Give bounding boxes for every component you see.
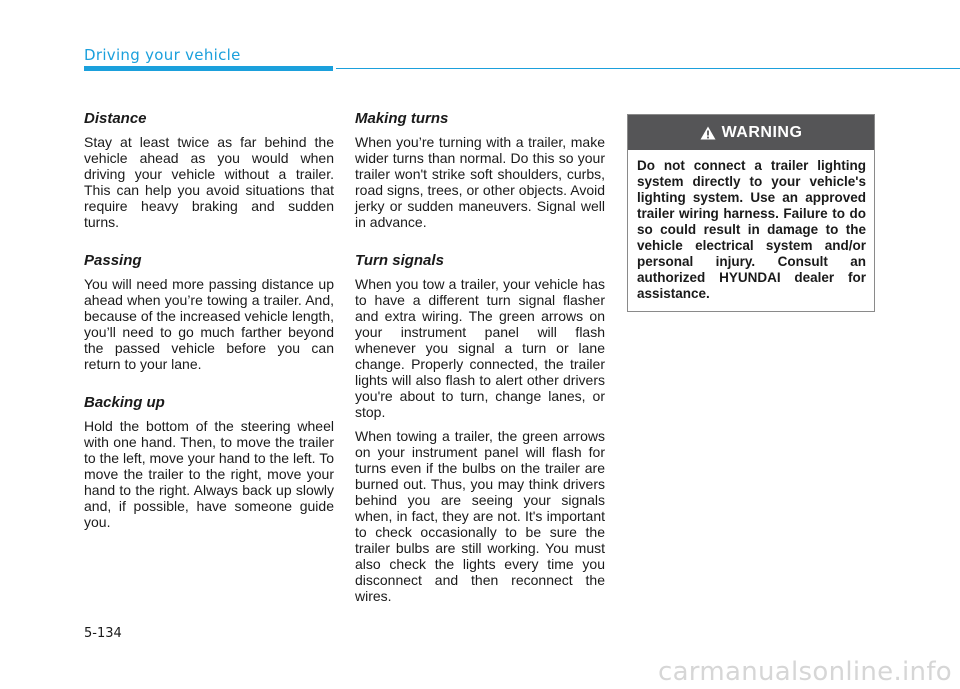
middle-column	[355, 110, 605, 626]
distance-section	[84, 110, 334, 230]
passing-section	[84, 252, 334, 372]
backing-up-heading: Backing up	[84, 394, 165, 411]
header-rule-thin	[336, 68, 960, 69]
passing-text: You will need more passing distance up ahead when you’re towing a trailer. And, because of the increased vehicle length, you’ll need to go much farther beyond the passed vehicle before you can return to your lane.	[84, 276, 334, 372]
turn-signals-section	[355, 252, 605, 604]
warning-title: WARNING	[721, 123, 803, 141]
section-title: Driving your vehicle	[84, 46, 241, 64]
warning-text: Do not connect a trailer lighting system directly to your vehicle's lighting system. Use an approved trailer wiring harness. Failure to do so could result in damage to the vehicle electrical system and/or personal injury. Consult an authorized HYUNDAI dealer for assistance.	[637, 158, 866, 301]
turn-signals-heading: Turn signals	[355, 252, 444, 269]
distance-heading: Distance	[84, 110, 147, 127]
passing-heading: Passing	[84, 252, 142, 269]
distance-text: Stay at least twice as far behind the vehicle ahead as you would when driving your vehicle without a trailer. This can help you avoid situations that require heavy braking and sudden turns.	[84, 134, 334, 230]
left-column	[84, 110, 334, 552]
backing-up-section	[84, 394, 334, 530]
warning-header	[628, 115, 874, 150]
making-turns-section	[355, 110, 605, 230]
page-number: 5-134	[84, 626, 122, 641]
turn-signals-text-1: When you tow a trailer, your vehicle has to have a different turn signal flasher and extra wiring. The green arrows on your instrument panel will flash whenever you signal a turn or lane change. Properly connected, the trailer lights will also flash to alert other drivers you're about to turn, change lanes, or stop.	[355, 276, 605, 420]
header-rule-thick	[84, 66, 333, 71]
making-turns-heading: Making turns	[355, 110, 449, 127]
warning-box	[627, 114, 875, 312]
making-turns-text: When you’re turning with a trailer, make wider turns than normal. Do this so your trailer won't strike soft shoulders, curbs, road signs, trees, or other objects. Avoid jerky or sudden maneuvers. Signal well in advance.	[355, 134, 605, 230]
watermark: carmanualsonline.info	[657, 657, 952, 687]
warning-triangle-icon	[700, 126, 716, 140]
turn-signals-text-2: When towing a trailer, the green arrows on your instrument panel will flash for turns even if the bulbs on the trailer are burned out. Thus, you may think drivers behind you are seeing your signals when, in fact, they are not. It's important to check occasionally to be sure the trailer bulbs are still working. You must also check the lights every time you disconnect and then reconnect the wires.	[355, 428, 605, 604]
backing-up-text: Hold the bottom of the steering wheel with one hand. Then, to move the trailer to the left, move your hand to the left. To move the trailer to the right, move your hand to the right. Always back up slowly and, if possible, have someone guide you.	[84, 418, 334, 530]
